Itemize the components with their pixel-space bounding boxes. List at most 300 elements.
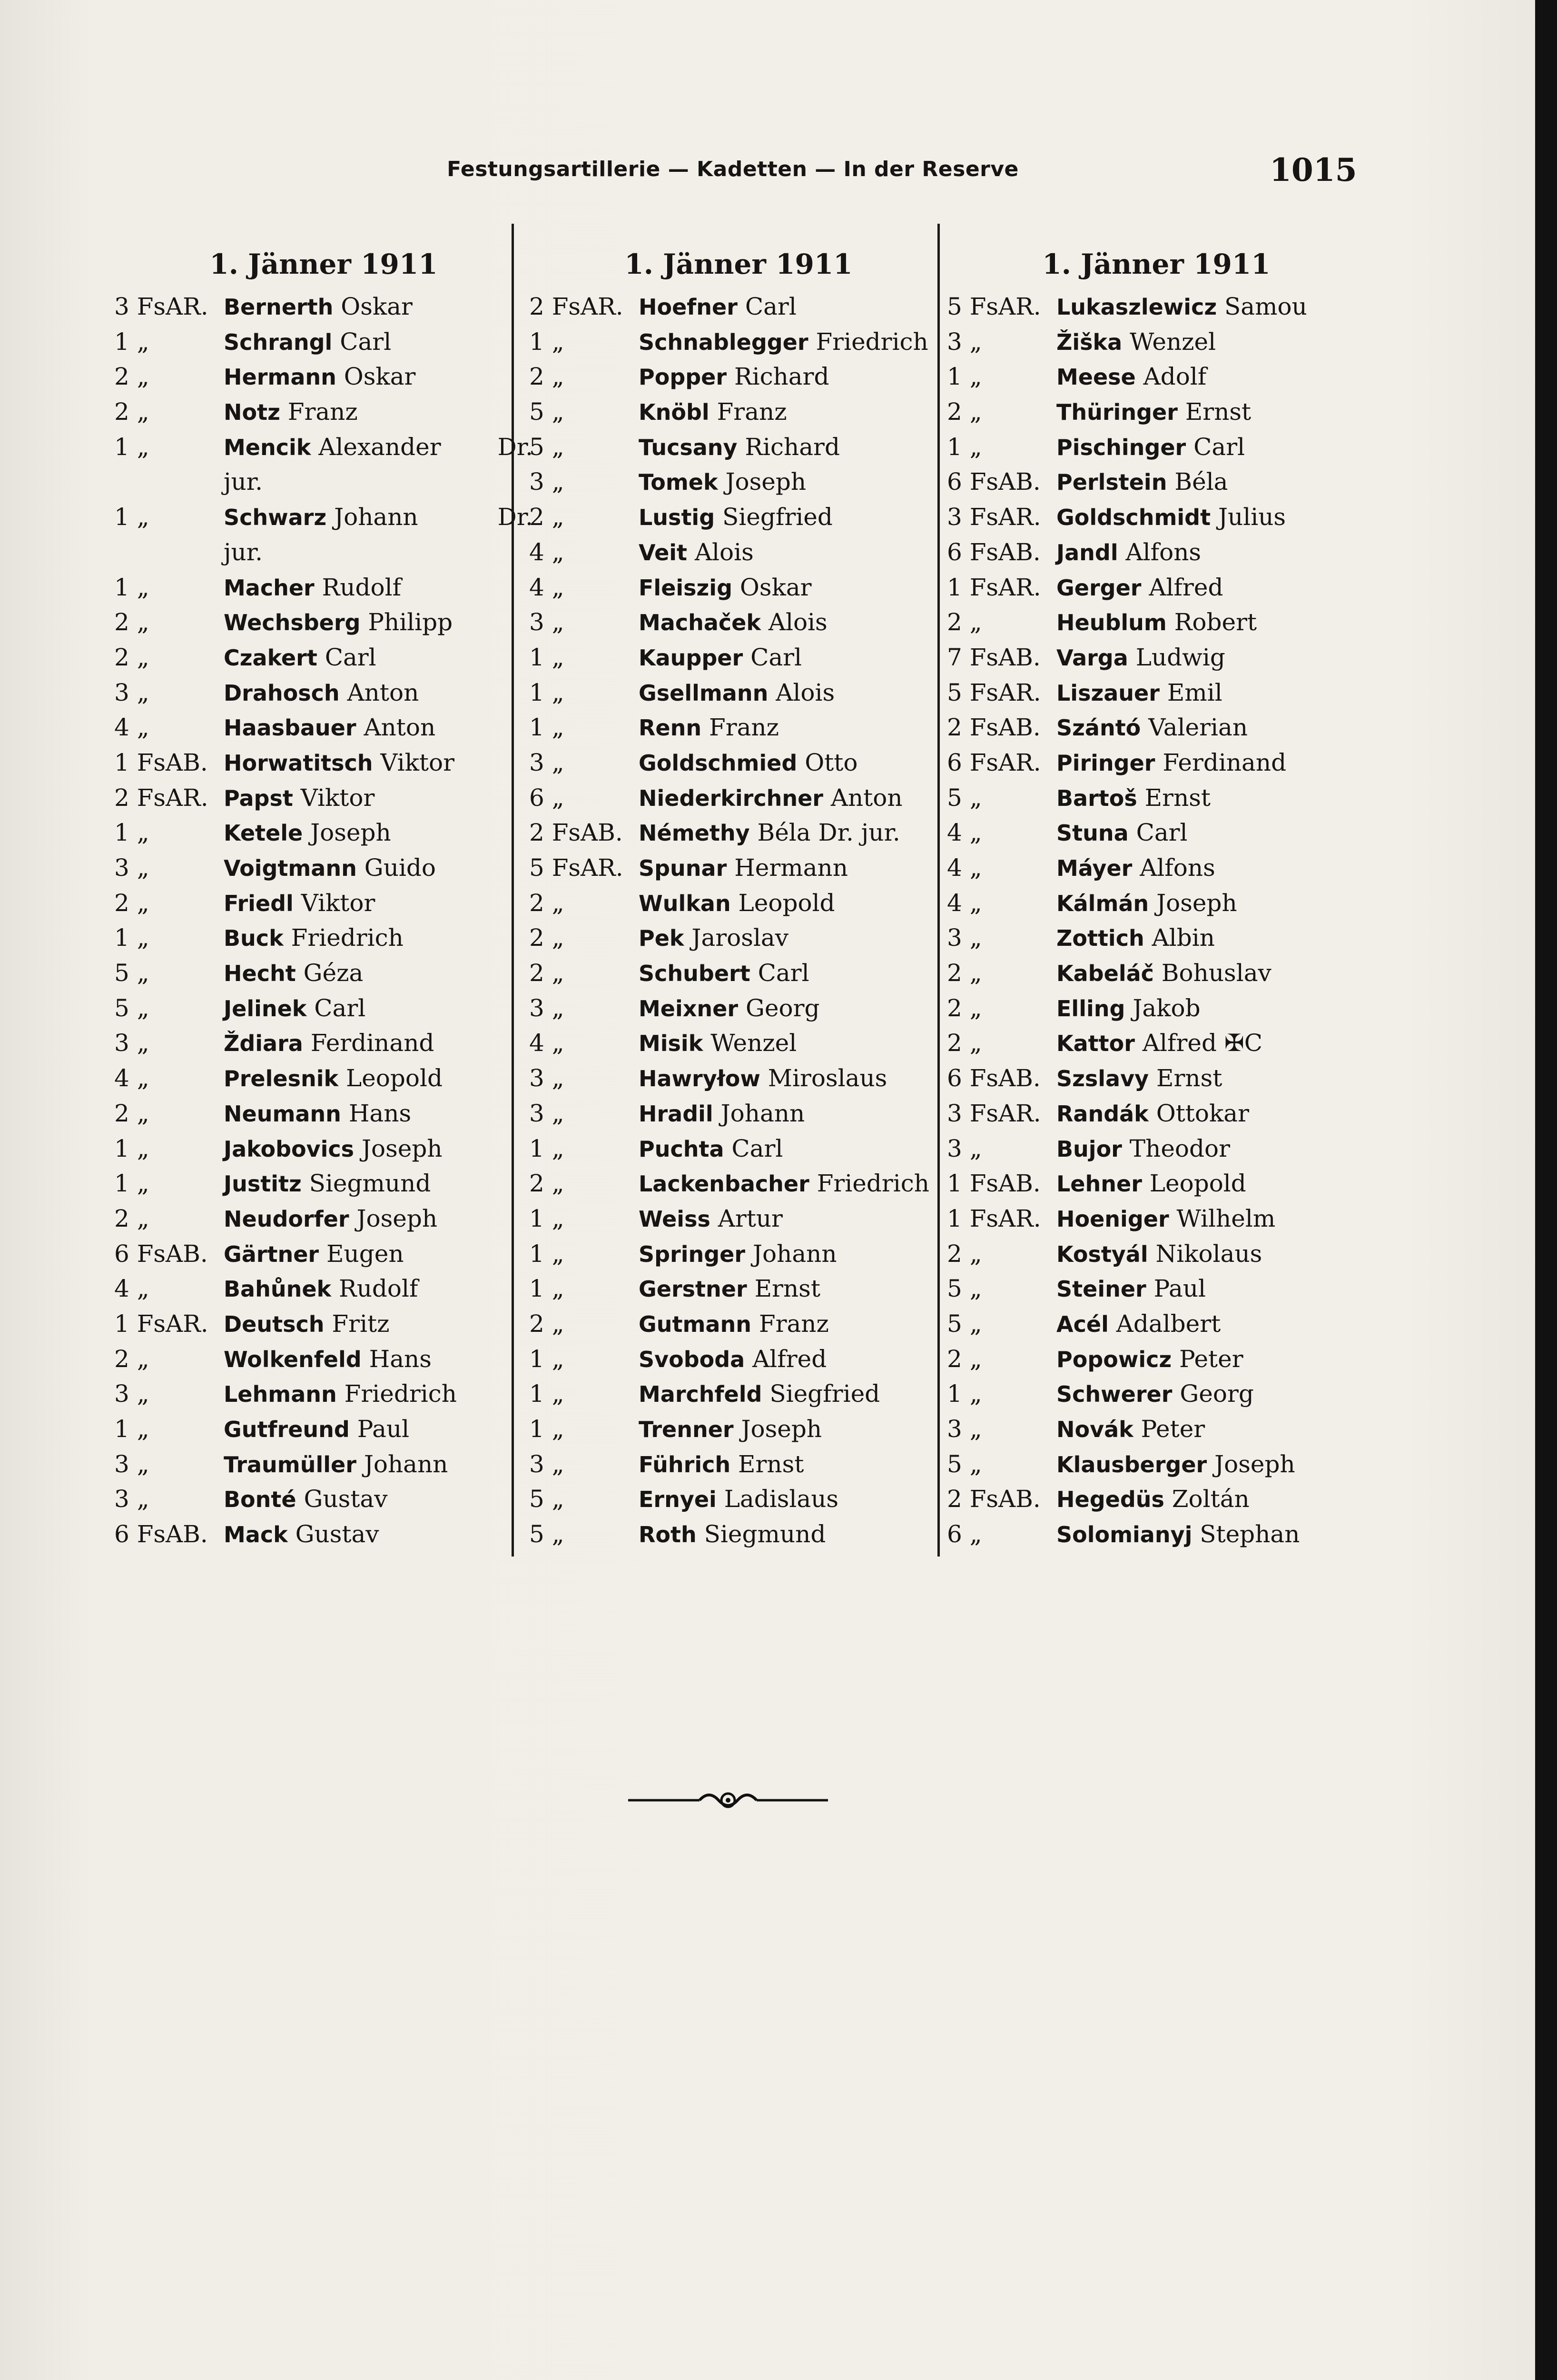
- regiment-number: 4 „: [947, 889, 982, 917]
- given-name: Ernst: [1185, 398, 1252, 426]
- surname: Schubert: [639, 961, 750, 987]
- list-item: [529, 359, 948, 395]
- given-name: Rudolf: [322, 573, 402, 601]
- list-item: [114, 1131, 533, 1167]
- surname: Gerger: [1056, 575, 1142, 601]
- person-name: [1056, 745, 1286, 781]
- regiment-number: 2 „: [114, 1099, 149, 1127]
- regiment-number: 5 „: [529, 398, 564, 426]
- given-name: Franz: [759, 1309, 829, 1338]
- given-name: Zoltán: [1172, 1485, 1250, 1513]
- person-name: [639, 395, 787, 430]
- regiment-number: 2 FsAB.: [529, 819, 623, 847]
- given-name: Alfons: [1140, 854, 1215, 882]
- list-item: [947, 605, 1366, 640]
- person-name: [224, 1517, 379, 1553]
- regiment-number: 3 „: [529, 1099, 564, 1127]
- surname: Wulkan: [639, 890, 731, 916]
- person-name: [639, 570, 812, 606]
- regiment-number: 6 FsAB.: [947, 538, 1041, 566]
- surname: Führich: [639, 1451, 731, 1478]
- list-item: [947, 430, 1366, 465]
- regiment-number: 2 „: [114, 608, 149, 636]
- person-name: [224, 395, 358, 430]
- list-item: [114, 1026, 533, 1061]
- given-name: Alfred: [752, 1345, 827, 1373]
- regiment-number: 3 „: [947, 1134, 982, 1162]
- regiment-number: 4 „: [529, 1029, 564, 1057]
- list-item: [947, 359, 1366, 395]
- regiment-number: 7 FsAB.: [947, 643, 1041, 671]
- given-name: Franz: [287, 398, 358, 426]
- person-name: [224, 1271, 418, 1307]
- list-item: [529, 605, 948, 640]
- given-name: Siegmund: [704, 1520, 826, 1548]
- list-item: [114, 745, 533, 781]
- person-name: [639, 781, 903, 816]
- given-name: Géza: [303, 959, 364, 987]
- given-name: Richard: [734, 363, 829, 391]
- list-item: [114, 956, 533, 991]
- given-name: Anton: [347, 678, 419, 706]
- given-name: Siegfried: [722, 503, 833, 531]
- given-name: Franz: [709, 714, 779, 742]
- given-name: Carl: [340, 327, 392, 356]
- person-name: [224, 815, 391, 851]
- regiment-number: 1 „: [529, 1275, 564, 1303]
- list-item: [947, 781, 1366, 816]
- regiment-number: 3 FsAR.: [947, 503, 1041, 531]
- regiment-number: 1 „: [114, 1134, 149, 1162]
- regiment-number: 2 „: [114, 889, 149, 917]
- person-name: [1056, 535, 1201, 571]
- person-name: [639, 1342, 827, 1378]
- regiment-number: 3 „: [947, 924, 982, 952]
- given-name: Bohuslav: [1161, 959, 1271, 987]
- person-name: [1056, 289, 1307, 325]
- list-item: [529, 851, 948, 886]
- person-name: [224, 1166, 431, 1202]
- column-1: [114, 248, 533, 1552]
- regiment-number: 5 „: [529, 1520, 564, 1548]
- list-item: [947, 991, 1366, 1026]
- person-name: [639, 1307, 829, 1342]
- surname: Macher: [224, 575, 315, 601]
- person-name: [1056, 359, 1206, 395]
- regiment-number: 6 FsAR.: [947, 748, 1041, 776]
- surname: Schrangl: [224, 329, 333, 355]
- given-name: Viktor: [301, 889, 375, 917]
- regiment-number: 1 „: [947, 433, 982, 461]
- given-name: Gustav: [295, 1520, 379, 1548]
- regiment-number: 2 „: [947, 1345, 982, 1373]
- person-name: [639, 289, 797, 325]
- list-item: [529, 1307, 948, 1342]
- surname: Misik: [639, 1031, 703, 1057]
- list-item: [947, 675, 1366, 711]
- given-name: Philipp: [368, 608, 453, 636]
- person-name: [639, 500, 833, 536]
- surname: Thüringer: [1056, 399, 1178, 426]
- regiment-number: 2 „: [947, 398, 982, 426]
- list-item: [114, 1307, 533, 1342]
- list-item: [529, 1271, 948, 1307]
- list-item: [947, 1517, 1366, 1552]
- surname: Meese: [1056, 364, 1136, 390]
- person-name: [224, 1096, 411, 1132]
- regiment-number: 1 „: [529, 1415, 564, 1443]
- person-name: [639, 675, 835, 711]
- list-item: [529, 1201, 948, 1237]
- surname: Svoboda: [639, 1346, 745, 1372]
- list-item: [947, 1447, 1366, 1482]
- given-name: Siegmund: [309, 1170, 431, 1198]
- surname: Stuna: [1056, 820, 1129, 846]
- person-name: [224, 1377, 457, 1412]
- surname: Szántó: [1056, 715, 1141, 741]
- person-name: [224, 570, 401, 606]
- surname: Horwatitsch: [224, 750, 373, 776]
- list-item: [114, 921, 533, 956]
- list-item: [114, 1237, 533, 1272]
- list-item: [114, 886, 533, 921]
- person-name: [639, 991, 820, 1027]
- surname: Zottich: [1056, 925, 1144, 952]
- given-name: Paul: [357, 1415, 410, 1443]
- person-name: [224, 675, 419, 711]
- list-item: [114, 359, 533, 395]
- regiment-number: 2 „: [947, 994, 982, 1022]
- surname: Goldschmied: [639, 750, 798, 776]
- list-item: [947, 1237, 1366, 1272]
- list-item: [114, 289, 533, 325]
- person-name: [224, 605, 453, 641]
- surname: Klausberger: [1056, 1451, 1207, 1478]
- surname: Veit: [639, 539, 688, 565]
- surname: Jelinek: [224, 995, 307, 1021]
- surname: Lustig: [639, 505, 715, 531]
- given-name: Georg: [745, 994, 820, 1022]
- given-name: Jakob: [1133, 994, 1201, 1022]
- surname: Papst: [224, 785, 293, 811]
- person-name: [1056, 1307, 1221, 1342]
- given-name: Johann: [752, 1240, 837, 1268]
- surname: Drahosch: [224, 680, 340, 706]
- given-name: Wilhelm: [1176, 1204, 1276, 1232]
- list-item: [529, 991, 948, 1026]
- person-name: [1056, 675, 1222, 711]
- regiment-number: 3 „: [114, 1029, 149, 1057]
- surname: Mencik: [224, 434, 311, 460]
- regiment-number: 2 „: [529, 363, 564, 391]
- surname: Marchfeld: [639, 1381, 762, 1408]
- regiment-number: 5 „: [947, 1275, 982, 1303]
- given-name: Joseph: [741, 1415, 822, 1443]
- given-name: Carl: [1193, 433, 1245, 461]
- list-item: [529, 325, 948, 360]
- given-name: Franz: [717, 398, 787, 426]
- list-item: [114, 1517, 533, 1552]
- regiment-number: 2 FsAR.: [529, 293, 623, 320]
- regiment-number: 2 „: [529, 924, 564, 952]
- surname: Piringer: [1056, 750, 1155, 776]
- surname: Žiška: [1056, 329, 1123, 355]
- list-item: [114, 1201, 533, 1237]
- given-name: Leopold: [738, 889, 835, 917]
- column-2: [529, 248, 948, 1552]
- surname: Varga: [1056, 645, 1128, 671]
- given-name: Joseph: [356, 1204, 438, 1232]
- person-name: [1056, 1096, 1249, 1132]
- person-name: [224, 1026, 434, 1061]
- regiment-number: 3 FsAR.: [947, 1099, 1041, 1127]
- regiment-number: 1 „: [529, 327, 564, 356]
- surname: Springer: [639, 1241, 746, 1267]
- person-name: [639, 1377, 880, 1412]
- given-name: Joseph: [1214, 1450, 1295, 1478]
- given-name: Friedrich: [344, 1380, 457, 1408]
- person-name: [1056, 710, 1248, 746]
- surname: Perlstein: [1056, 469, 1167, 496]
- regiment-number: 2 „: [114, 398, 149, 426]
- surname: Puchta: [639, 1136, 724, 1162]
- surname: Knöbl: [639, 399, 710, 426]
- regiment-number: 6 „: [947, 1520, 982, 1548]
- entry-list: [947, 289, 1366, 1552]
- list-item: [114, 1447, 533, 1482]
- person-name: [224, 640, 376, 676]
- given-name: Miroslaus: [768, 1064, 887, 1092]
- surname: Liszauer: [1056, 680, 1160, 706]
- list-item: [947, 1166, 1366, 1201]
- list-item: [529, 781, 948, 816]
- surname: Randák: [1056, 1101, 1149, 1127]
- list-item: [114, 710, 533, 745]
- person-name: [1056, 1131, 1230, 1167]
- list-item: [114, 640, 533, 675]
- given-name: Alois: [694, 538, 754, 566]
- list-item: [529, 886, 948, 921]
- person-name: [1056, 1166, 1246, 1202]
- given-name: jur.: [224, 538, 263, 566]
- surname: Bonté: [224, 1487, 296, 1513]
- regiment-number: 2 „: [947, 608, 982, 636]
- surname: Pek: [639, 925, 684, 952]
- surname: Hoefner: [639, 294, 738, 320]
- person-name: [1056, 1201, 1275, 1237]
- given-name: Emil: [1167, 678, 1222, 706]
- regiment-number: 6 FsAB.: [114, 1240, 208, 1268]
- person-name: [224, 956, 363, 992]
- given-name: Ludwig: [1135, 643, 1225, 671]
- regiment-number: 1 „: [529, 1380, 564, 1408]
- column-heading: 1. Jänner 1911: [209, 248, 438, 280]
- given-name: Fritz: [332, 1309, 390, 1338]
- regiment-number: 1 „: [947, 363, 982, 391]
- surname: Némethy: [639, 820, 750, 846]
- ornament-divider: [628, 1786, 828, 1815]
- person-name: [639, 1517, 826, 1553]
- person-name: [1056, 1377, 1254, 1412]
- regiment-number: 1 „: [114, 433, 149, 461]
- list-item: [529, 1237, 948, 1272]
- regiment-number: 1 FsAR.: [947, 1204, 1041, 1232]
- list-item: [114, 1342, 533, 1377]
- regiment-number: 2 „: [114, 643, 149, 671]
- given-name: jur.: [224, 468, 263, 496]
- person-name: [1056, 921, 1215, 956]
- given-name: Hans: [348, 1099, 412, 1127]
- list-item: [114, 1166, 533, 1201]
- surname: Notz: [224, 399, 280, 426]
- person-name: [1056, 1237, 1262, 1272]
- regiment-number: 2 „: [529, 1170, 564, 1198]
- list-item: [114, 1377, 533, 1412]
- regiment-number: 3 „: [529, 1450, 564, 1478]
- list-item: [529, 710, 948, 745]
- list-item: [114, 1096, 533, 1131]
- surname: Tucsany: [639, 434, 738, 460]
- regiment-number: 2 „: [947, 1029, 982, 1057]
- given-name: Anton: [364, 714, 436, 742]
- list-item: [114, 675, 533, 711]
- surname: Haasbauer: [224, 715, 356, 741]
- given-name: Albin: [1152, 924, 1215, 952]
- regiment-number: 3 „: [529, 468, 564, 496]
- surname: Gerstner: [639, 1276, 747, 1302]
- given-name: Jaroslav: [691, 924, 788, 952]
- person-name: [224, 1447, 448, 1483]
- running-header: Festungsartillerie — Kadetten — In der Reserve: [447, 157, 1019, 181]
- surname: Wolkenfeld: [224, 1346, 362, 1372]
- person-name: [1056, 991, 1201, 1027]
- given-name: Johann: [364, 1450, 448, 1478]
- person-name: [639, 1131, 783, 1167]
- list-item: [947, 1307, 1366, 1342]
- given-name: Joseph: [310, 819, 391, 847]
- regiment-number: 6 FsAB.: [947, 1064, 1041, 1092]
- surname: Popper: [639, 364, 727, 390]
- regiment-number: 2 „: [529, 1309, 564, 1338]
- surname: Solomianyj: [1056, 1522, 1192, 1548]
- list-item: [947, 465, 1366, 500]
- given-name: Ferdinand: [310, 1029, 434, 1057]
- person-name: [1056, 1412, 1205, 1448]
- given-name: Joseph: [725, 468, 807, 496]
- list-item: [947, 1201, 1366, 1237]
- person-name: [639, 745, 857, 781]
- list-item: [529, 395, 948, 430]
- regiment-number: 2 „: [114, 363, 149, 391]
- regiment-number: 1 „: [529, 1345, 564, 1373]
- given-name: Viktor: [300, 783, 375, 812]
- regiment-number: 3 „: [114, 678, 149, 706]
- list-item: [529, 1412, 948, 1447]
- surname: Jakobovics: [224, 1136, 355, 1162]
- regiment-number: 4 „: [114, 1275, 149, 1303]
- regiment-number: 2 FsAR.: [114, 783, 208, 812]
- person-name: [224, 745, 454, 781]
- list-item: [947, 1412, 1366, 1447]
- list-item: [947, 1096, 1366, 1131]
- regiment-number: 2 „: [114, 1204, 149, 1232]
- list-item: [529, 465, 948, 500]
- regiment-number: 6 FsAB.: [114, 1520, 208, 1548]
- list-item: [529, 815, 948, 851]
- given-name: Viktor: [380, 748, 454, 776]
- given-name: Stephan: [1200, 1520, 1300, 1548]
- person-name: [224, 1482, 387, 1517]
- person-name: [224, 991, 365, 1027]
- person-name: [1056, 325, 1216, 360]
- given-name: Oskar: [739, 573, 812, 601]
- given-name: Peter: [1179, 1345, 1243, 1373]
- given-name: Johann: [720, 1099, 805, 1127]
- given-name: Béla: [1174, 468, 1228, 496]
- page-number: 1015: [1270, 151, 1357, 188]
- regiment-number: 1 „: [529, 643, 564, 671]
- given-name: Hermann: [734, 854, 848, 882]
- list-item: [529, 1061, 948, 1096]
- person-name: [1056, 781, 1211, 816]
- surname: Lehner: [1056, 1171, 1142, 1197]
- surname: Goldschmidt: [1056, 505, 1211, 531]
- person-name: [224, 710, 435, 746]
- list-item: [114, 605, 533, 640]
- person-name: [224, 359, 415, 395]
- surname: Hegedüs: [1056, 1487, 1164, 1513]
- given-name: Ladislaus: [724, 1485, 839, 1513]
- person-name: [224, 781, 374, 816]
- surname: Lehmann: [224, 1381, 337, 1408]
- regiment-number: 2 „: [529, 959, 564, 987]
- person-name: [639, 430, 840, 466]
- person-name: [1056, 1342, 1243, 1378]
- surname: Mack: [224, 1522, 288, 1548]
- given-name: Carl: [314, 994, 366, 1022]
- person-name: [224, 289, 413, 325]
- person-name: [1056, 1447, 1295, 1483]
- person-name: [224, 1201, 437, 1237]
- regiment-number: 1 „: [114, 819, 149, 847]
- given-name: Samou: [1224, 293, 1307, 320]
- regiment-number: 2 „: [114, 1345, 149, 1373]
- list-item: [947, 640, 1366, 675]
- list-item: [114, 815, 533, 851]
- given-name: Carl: [325, 643, 376, 671]
- person-name: [639, 1026, 797, 1061]
- column-3: [947, 248, 1366, 1552]
- given-name: Ottokar: [1156, 1099, 1249, 1127]
- surname: Neumann: [224, 1101, 341, 1127]
- surname: Bahůnek: [224, 1276, 332, 1302]
- regiment-number: 1 „: [114, 573, 149, 601]
- person-name: [639, 605, 828, 641]
- regiment-number: 3 „: [114, 854, 149, 882]
- list-item: [529, 956, 948, 991]
- list-item: [529, 430, 948, 465]
- person-name: [224, 465, 263, 500]
- entry-list: [114, 289, 533, 1552]
- list-item: [947, 710, 1366, 745]
- list-item: [529, 1517, 948, 1552]
- regiment-number: 1 „: [114, 1415, 149, 1443]
- person-name: [1056, 956, 1271, 992]
- regiment-number: 2 „: [947, 959, 982, 987]
- regiment-number: 2 FsAB.: [947, 1485, 1041, 1513]
- given-name: Georg: [1180, 1380, 1254, 1408]
- given-name: Anton: [830, 783, 903, 812]
